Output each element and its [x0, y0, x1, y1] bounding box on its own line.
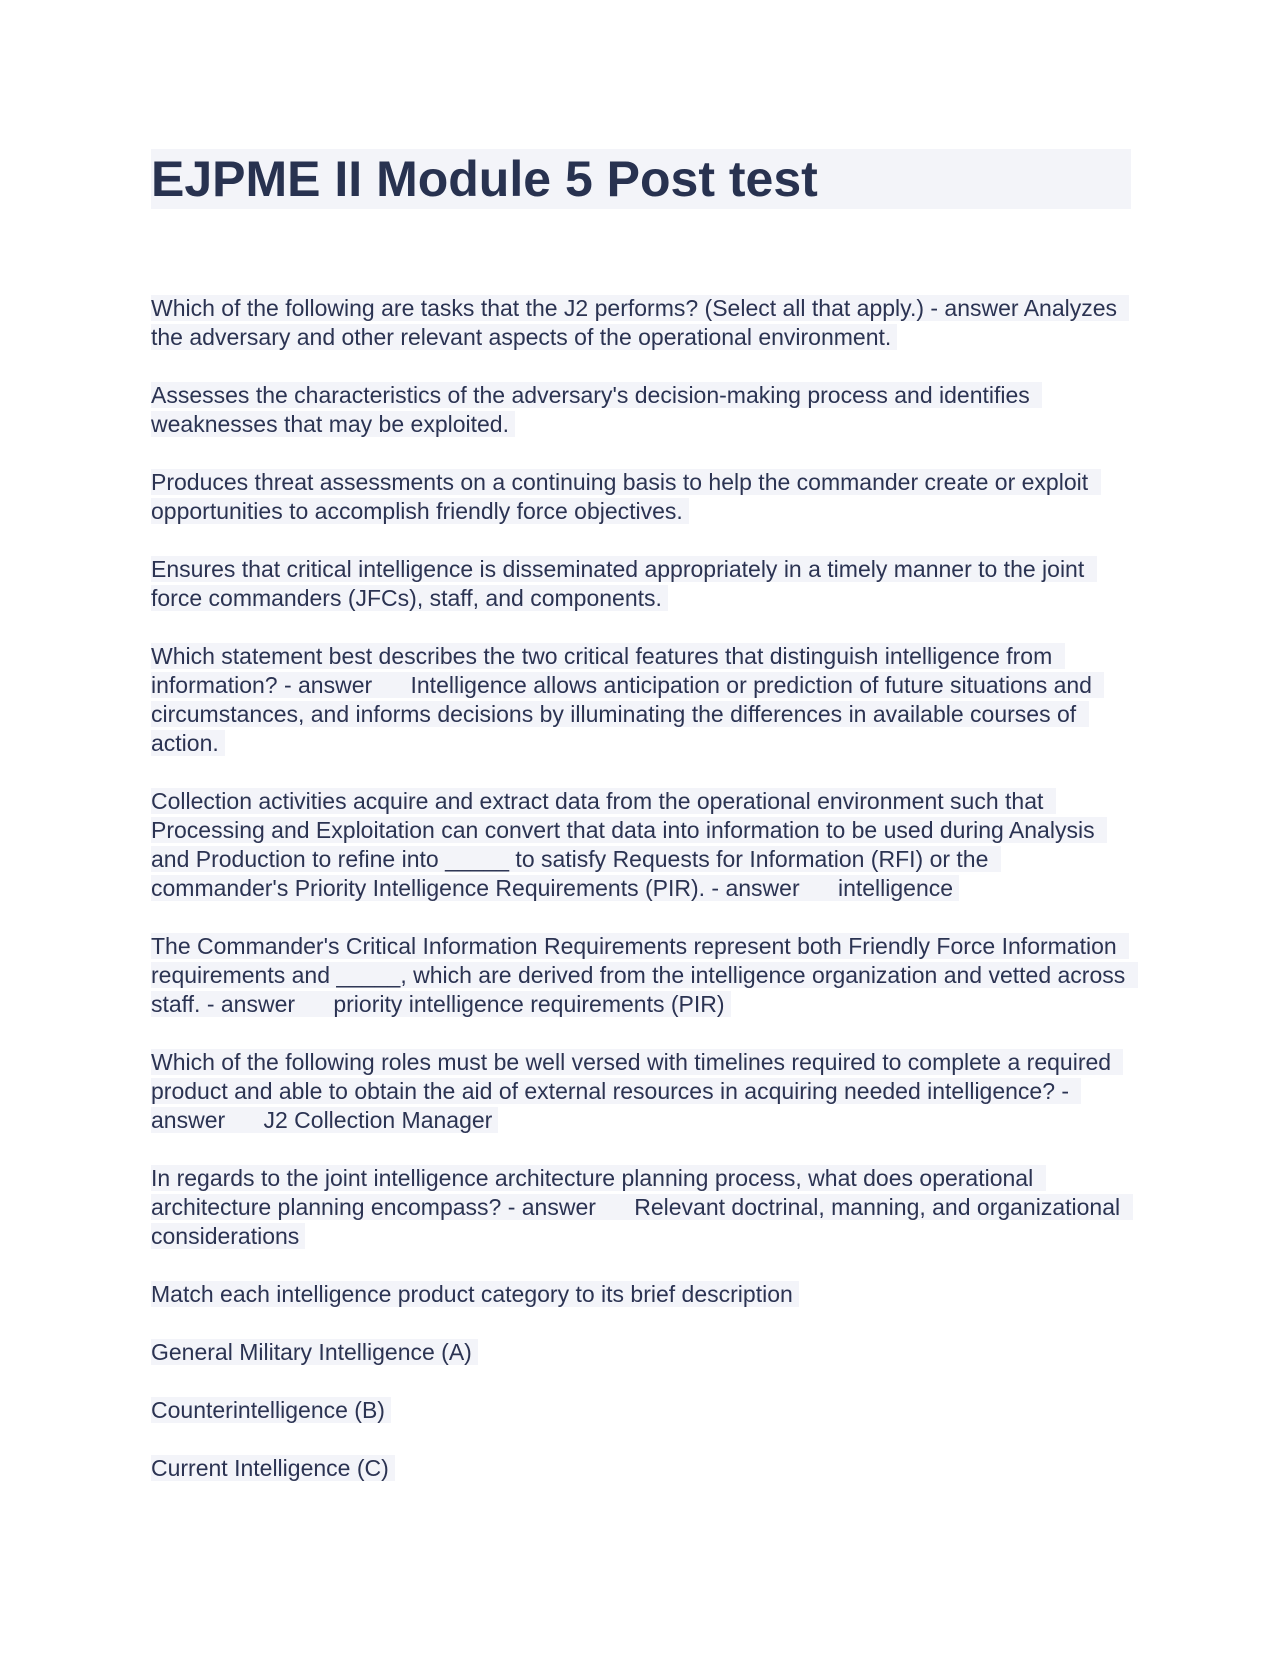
- paragraph-8: Which of the following roles must be well versed with timelines required to complete a required product and able to obtain the aid of external resources in acquiring needed intelligence? - answer J2 Collection Manager: [151, 1049, 1118, 1133]
- paragraph-2: Assesses the characteristics of the adversary's decision-making process and identifies weaknesses that may be exploited.: [151, 382, 1037, 437]
- paragraph-11: General Military Intelligence (A): [151, 1339, 472, 1365]
- paragraph-3: Produces threat assessments on a continuing basis to help the commander create or exploit opportunities to accomplish friendly force objectives.: [151, 469, 1095, 524]
- document-page: [151, 149, 1131, 1512]
- paragraph-4: Ensures that critical intelligence is disseminated appropriately in a timely manner to the joint force commanders (JFCs), staff, and components.: [151, 556, 1091, 611]
- paragraph-9: In regards to the joint intelligence architecture planning process, what does operational architecture planning encompass? - answer Relevant doctrinal, manning, and organizational considerations: [151, 1165, 1127, 1249]
- paragraph-10: Match each intelligence product category to its brief description: [151, 1281, 793, 1307]
- paragraph-5: Which statement best describes the two critical features that distinguish intelligence from information? - answer Intelligence allows anticipation or prediction of future situations and circumstances, and informs decisions by illuminating the differences in available courses of action.: [151, 643, 1099, 756]
- paragraph-12: Counterintelligence (B): [151, 1397, 385, 1423]
- paragraph-13: Current Intelligence (C): [151, 1455, 389, 1481]
- paragraph-6: Collection activities acquire and extract data from the operational environment such that Processing and Exploitation can convert that data into information to be used during Analysis and Production to refine into _____ to satisfy Requests for Information (RFI) or the commander's Priority Intelligence Requirements (PIR). - answer intelligence: [151, 788, 1101, 901]
- paragraph-7: The Commander's Critical Information Requirements represent both Friendly Force Information requirements and _____, which are derived from the intelligence organization and vetted across staff. - answer priority intelligence requirements (PIR): [151, 933, 1132, 1017]
- document-body: [151, 294, 1131, 1483]
- paragraph-1: Which of the following are tasks that the J2 performs? (Select all that apply.) - answer Analyzes the adversary and other relevant aspects of the operational environment.: [151, 295, 1124, 350]
- page-title: EJPME II Module 5 Post test: [151, 149, 1131, 209]
